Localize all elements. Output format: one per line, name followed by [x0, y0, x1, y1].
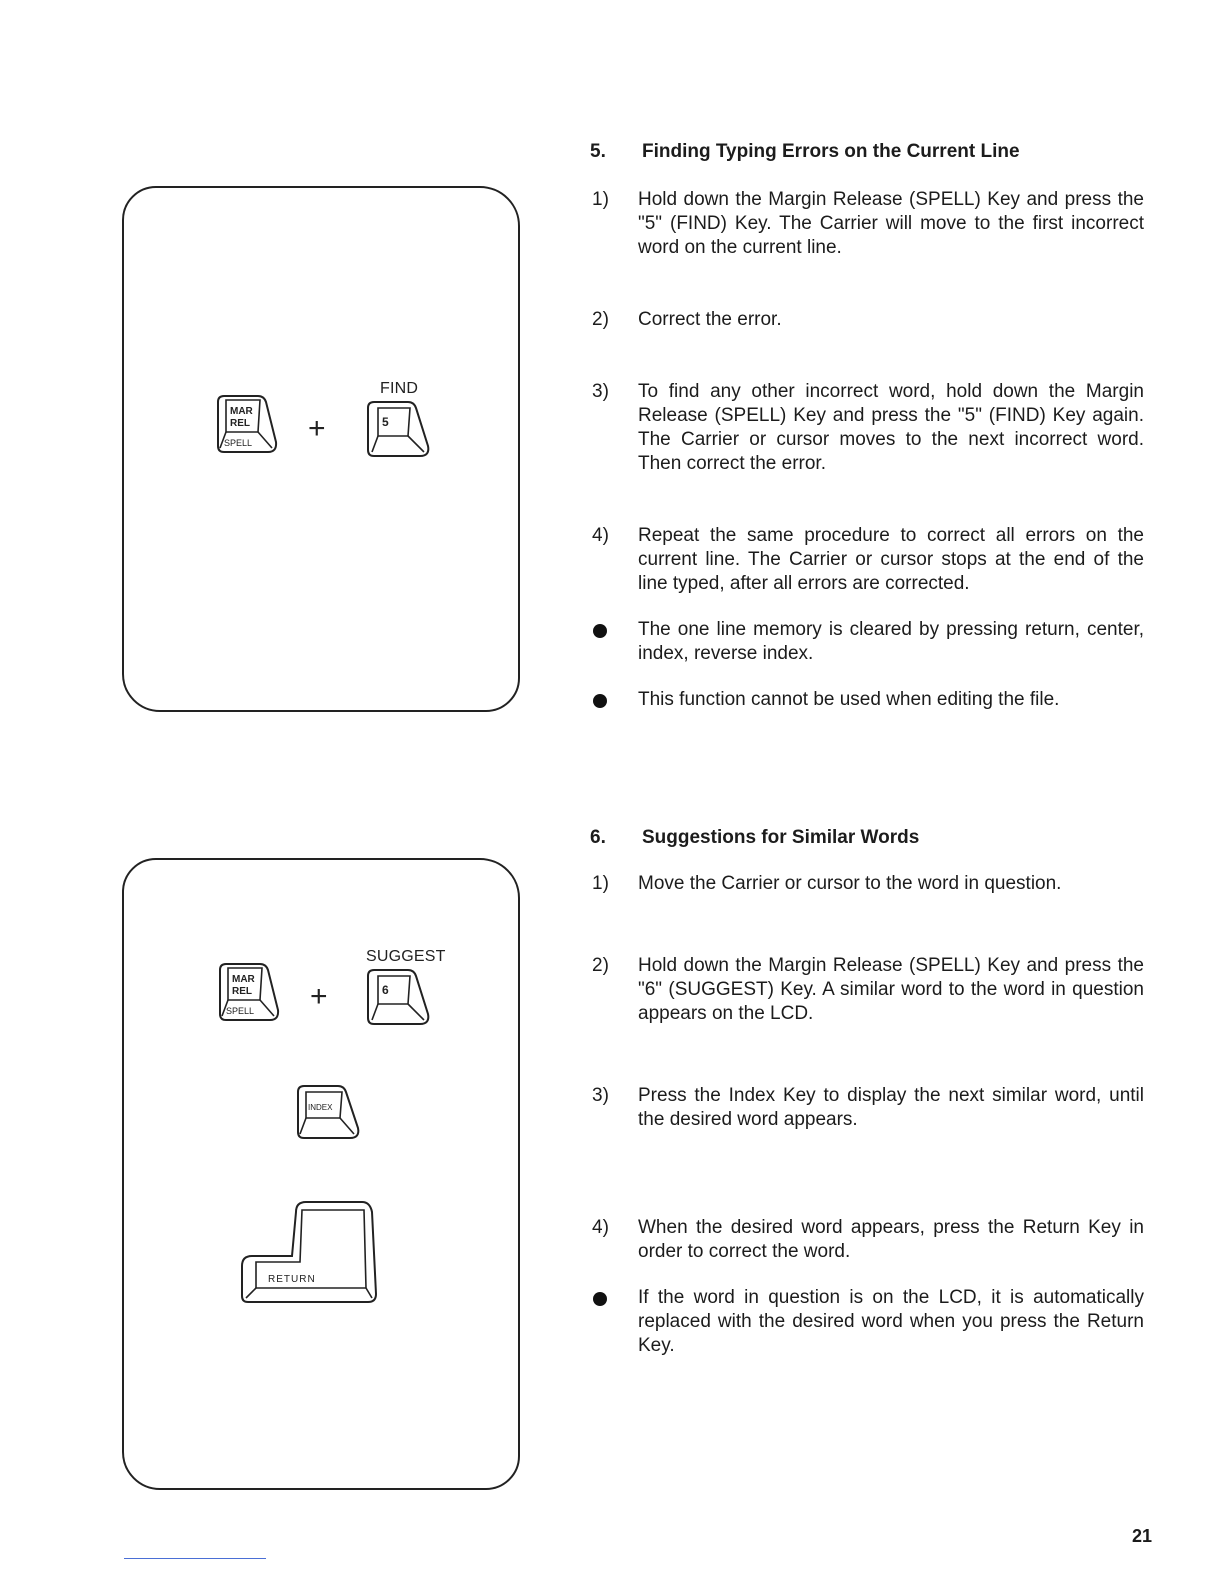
- key-rel-text: REL: [230, 418, 250, 429]
- six-suggest-key-icon: [364, 966, 432, 1028]
- step-number: 2): [592, 309, 609, 330]
- section-5-number: 5.: [590, 141, 606, 162]
- step-number: 3): [592, 381, 609, 402]
- key-mar-text: MAR: [230, 406, 253, 417]
- find-key-title: FIND: [380, 380, 419, 397]
- step-number: 1): [592, 873, 609, 894]
- suggest-key-title: SUGGEST: [366, 948, 446, 965]
- bullet-text: This function cannot be used when editing the file.: [638, 689, 1060, 710]
- step-number: 4): [592, 1217, 609, 1238]
- step-text: To find any other incorrect word, hold down the Margin Release (SPELL) Key and press the "5" (FIND) Key again. The Carrier or cursor moves to the next incorrect word. Then correct the error.: [638, 381, 1144, 474]
- bullet-icon: [593, 624, 607, 638]
- diagram-panel-find: [122, 186, 520, 712]
- step-text: Hold down the Margin Release (SPELL) Key and press the "5" (FIND) Key. The Carrier will move to the first incorrect word on the current line.: [638, 189, 1144, 258]
- section-6-number: 6.: [590, 827, 606, 848]
- bullet-text: The one line memory is cleared by pressing return, center, index, reverse index.: [638, 619, 1144, 664]
- step-text: Press the Index Key to display the next similar word, until the desired word appears.: [638, 1085, 1144, 1130]
- key-6-text: 6: [382, 983, 389, 997]
- step-text: Hold down the Margin Release (SPELL) Key and press the "6" (SUGGEST) Key. A similar word to the word in question appears on the LCD.: [638, 955, 1144, 1024]
- key-spell-text-2: SPELL: [226, 1006, 255, 1016]
- key-mar-text-2: MAR: [232, 974, 255, 985]
- key-5-text: 5: [382, 415, 389, 429]
- bullet-text: If the word in question is on the LCD, it is automatically replaced with the desired word when you press the Return Key.: [638, 1287, 1144, 1356]
- mar-rel-spell-key-icon: [214, 392, 280, 456]
- diagram-panel-suggest: [122, 858, 520, 1490]
- step-text: Move the Carrier or cursor to the word in question.: [638, 873, 1062, 894]
- step-number: 2): [592, 955, 609, 976]
- key-return-text: RETURN: [268, 1274, 316, 1285]
- step-text: Correct the error.: [638, 309, 782, 330]
- footer-divider: [124, 1558, 266, 1559]
- bullet-icon: [593, 1292, 607, 1306]
- key-spell-text: SPELL: [224, 438, 253, 448]
- section-5-title: Finding Typing Errors on the Current Line: [642, 141, 1020, 162]
- key-rel-text-2: REL: [232, 986, 252, 997]
- bullet-icon: [593, 694, 607, 708]
- step-number: 4): [592, 525, 609, 546]
- section-6-title: Suggestions for Similar Words: [642, 827, 920, 848]
- mar-rel-spell-key-icon-2: [216, 960, 282, 1024]
- step-text: Repeat the same procedure to correct all errors on the current line. The Carrier or cursor stops at the end of the line typed, after all errors are corrected.: [638, 525, 1144, 594]
- key-index-text: INDEX: [308, 1103, 333, 1112]
- five-find-key-icon: [364, 398, 432, 460]
- page-number: 21: [1131, 1526, 1152, 1546]
- step-text: When the desired word appears, press the Return Key in order to correct the word.: [638, 1217, 1144, 1262]
- step-number: 3): [592, 1085, 609, 1106]
- plus-sign: +: [308, 412, 326, 445]
- return-key-icon: [238, 1196, 378, 1306]
- index-key-icon: [294, 1082, 362, 1142]
- plus-sign-2: +: [310, 980, 328, 1013]
- step-number: 1): [592, 189, 609, 210]
